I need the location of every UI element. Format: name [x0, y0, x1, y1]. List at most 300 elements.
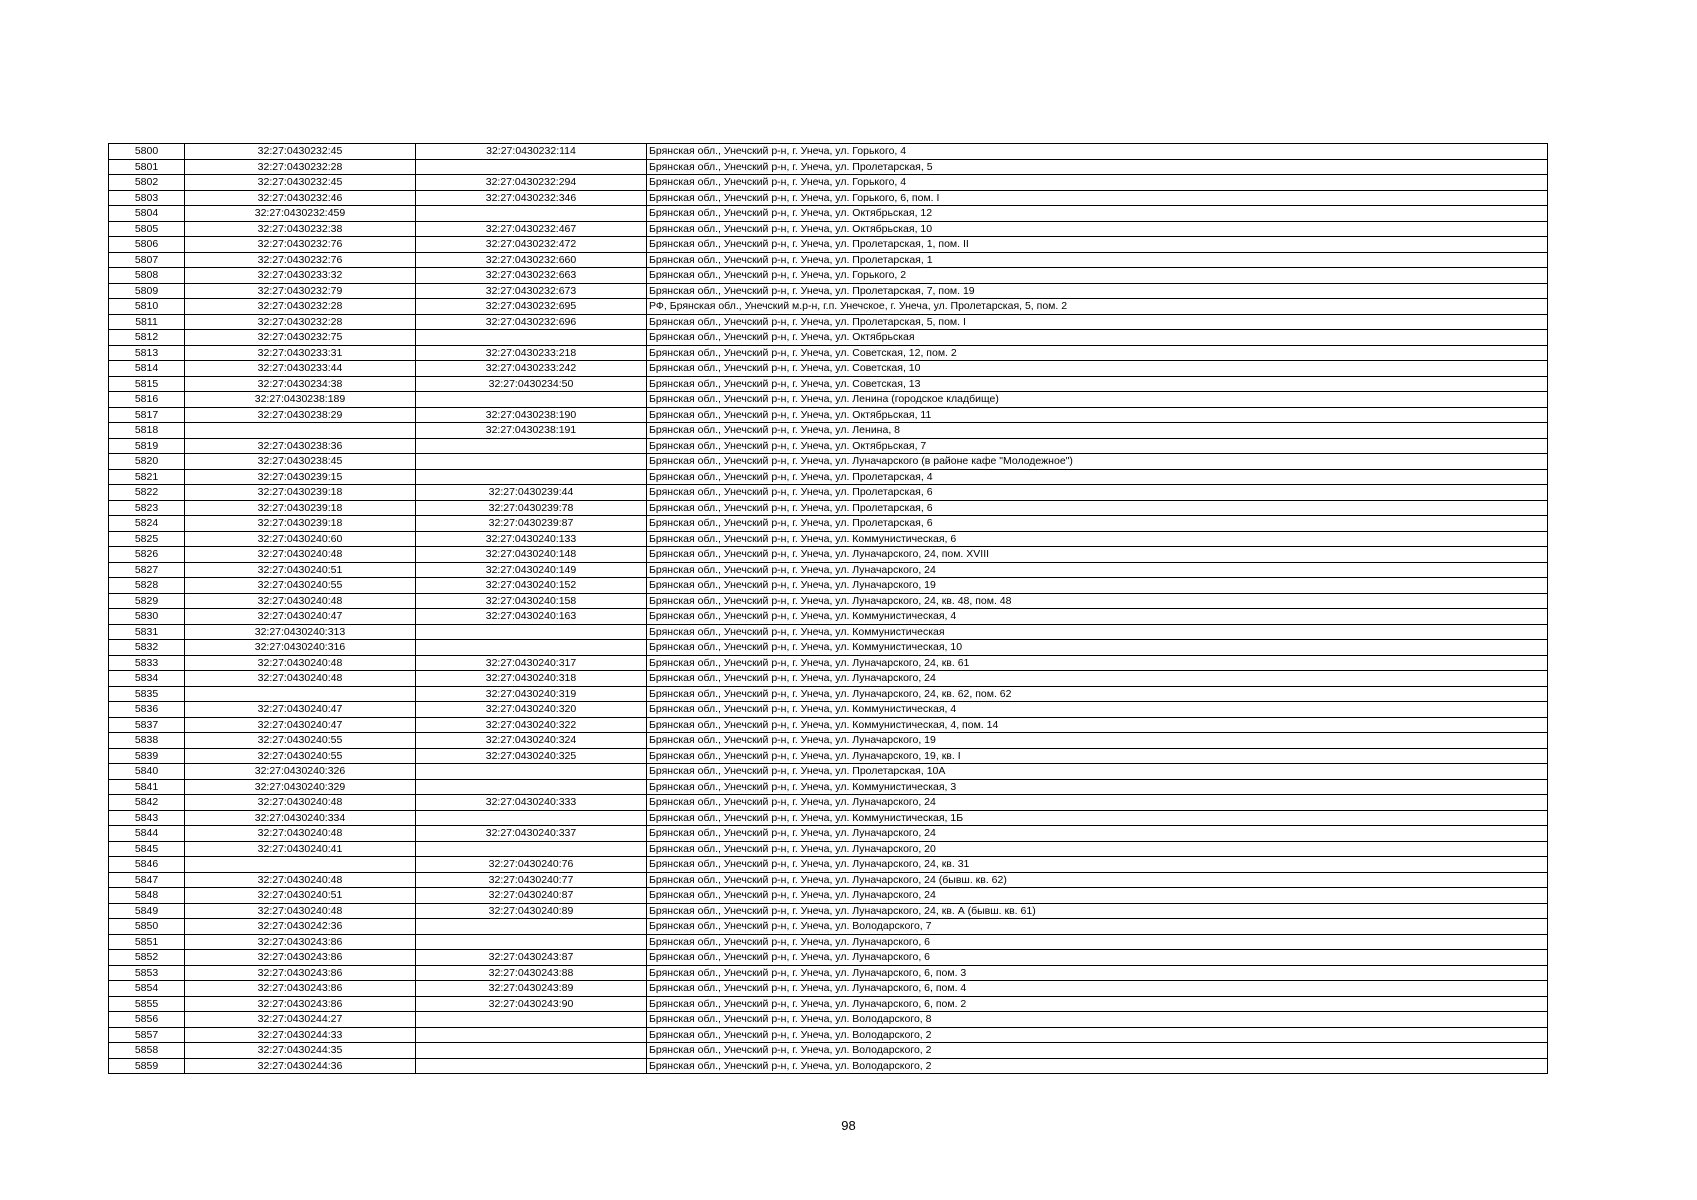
- row-number-cell: 5824: [109, 516, 185, 532]
- row-number-cell: 5800: [109, 144, 185, 160]
- table-row: [109, 283, 1548, 299]
- table-row: [109, 361, 1548, 377]
- table-row: [109, 593, 1548, 609]
- row-number-cell: 5843: [109, 810, 185, 826]
- row-number-cell: 5846: [109, 857, 185, 873]
- row-number-cell: 5838: [109, 733, 185, 749]
- table-row: [109, 268, 1548, 284]
- cadastral-number-cell: 32:27:0430244:27: [185, 1012, 416, 1028]
- cadastral-number-cell: 32:27:0430244:35: [185, 1043, 416, 1059]
- address-cell: Брянская обл., Унечский р-н, г. Унеча, ул. Луначарского, 24: [647, 795, 1548, 811]
- row-number-cell: 5804: [109, 206, 185, 222]
- cadastral-number-cell: 32:27:0430240:329: [185, 779, 416, 795]
- address-cell: Брянская обл., Унечский р-н, г. Унеча, ул. Луначарского, 20: [647, 841, 1548, 857]
- object-number-cell: [416, 206, 647, 222]
- row-number-cell: 5809: [109, 283, 185, 299]
- cadastral-number-cell: [185, 857, 416, 873]
- address-cell: Брянская обл., Унечский р-н, г. Унеча, ул. Пролетарская, 4: [647, 469, 1548, 485]
- object-number-cell: 32:27:0430240:333: [416, 795, 647, 811]
- row-number-cell: 5811: [109, 314, 185, 330]
- cadastral-number-cell: 32:27:0430240:48: [185, 655, 416, 671]
- cadastral-number-cell: 32:27:0430244:33: [185, 1027, 416, 1043]
- row-number-cell: 5849: [109, 903, 185, 919]
- cadastral-number-cell: 32:27:0430232:45: [185, 144, 416, 160]
- cadastral-number-cell: 32:27:0430240:60: [185, 531, 416, 547]
- address-cell: Брянская обл., Унечский р-н, г. Унеча, ул. Луначарского, 6: [647, 934, 1548, 950]
- table-row: [109, 640, 1548, 656]
- table-row: [109, 144, 1548, 160]
- table-row: [109, 469, 1548, 485]
- cadastral-number-cell: 32:27:0430239:18: [185, 500, 416, 516]
- address-cell: Брянская обл., Унечский р-н, г. Унеча, ул. Володарского, 2: [647, 1027, 1548, 1043]
- object-number-cell: 32:27:0430240:148: [416, 547, 647, 563]
- cadastral-number-cell: 32:27:0430240:313: [185, 624, 416, 640]
- table-row: [109, 671, 1548, 687]
- row-number-cell: 5825: [109, 531, 185, 547]
- object-number-cell: 32:27:0430233:218: [416, 345, 647, 361]
- address-cell: Брянская обл., Унечский р-н, г. Унеча, ул. Луначарского, 19, кв. I: [647, 748, 1548, 764]
- row-number-cell: 5819: [109, 438, 185, 454]
- cadastral-number-cell: 32:27:0430238:189: [185, 392, 416, 408]
- cadastral-number-cell: 32:27:0430240:316: [185, 640, 416, 656]
- cadastral-number-cell: 32:27:0430233:31: [185, 345, 416, 361]
- cadastral-number-cell: 32:27:0430238:45: [185, 454, 416, 470]
- row-number-cell: 5816: [109, 392, 185, 408]
- row-number-cell: 5814: [109, 361, 185, 377]
- table-row: [109, 1027, 1548, 1043]
- row-number-cell: 5805: [109, 221, 185, 237]
- row-number-cell: 5828: [109, 578, 185, 594]
- object-number-cell: 32:27:0430240:318: [416, 671, 647, 687]
- cadastral-number-cell: 32:27:0430240:48: [185, 671, 416, 687]
- table-row: [109, 748, 1548, 764]
- cadastral-number-cell: 32:27:0430240:55: [185, 578, 416, 594]
- cadastral-number-cell: 32:27:0430239:18: [185, 485, 416, 501]
- row-number-cell: 5845: [109, 841, 185, 857]
- object-number-cell: [416, 1043, 647, 1059]
- object-number-cell: 32:27:0430243:88: [416, 965, 647, 981]
- address-cell: Брянская обл., Унечский р-н, г. Унеча, ул. Пролетарская, 5: [647, 159, 1548, 175]
- cadastral-number-cell: 32:27:0430239:15: [185, 469, 416, 485]
- object-number-cell: 32:27:0430232:696: [416, 314, 647, 330]
- address-cell: Брянская обл., Унечский р-н, г. Унеча, ул. Луначарского, 24: [647, 888, 1548, 904]
- cadastral-number-cell: 32:27:0430240:55: [185, 748, 416, 764]
- address-cell: Брянская обл., Унечский р-н, г. Унеча, ул. Ленина, 8: [647, 423, 1548, 439]
- row-number-cell: 5836: [109, 702, 185, 718]
- address-cell: Брянская обл., Унечский р-н, г. Унеча, ул. Советская, 13: [647, 376, 1548, 392]
- cadastral-number-cell: 32:27:0430240:47: [185, 717, 416, 733]
- object-number-cell: 32:27:0430232:472: [416, 237, 647, 253]
- row-number-cell: 5817: [109, 407, 185, 423]
- table-row: [109, 423, 1548, 439]
- cadastral-number-cell: 32:27:0430242:36: [185, 919, 416, 935]
- row-number-cell: 5839: [109, 748, 185, 764]
- table-row: [109, 562, 1548, 578]
- table-row: [109, 981, 1548, 997]
- address-cell: Брянская обл., Унечский р-н, г. Унеча, ул. Пролетарская, 10А: [647, 764, 1548, 780]
- cadastral-number-cell: 32:27:0430243:86: [185, 996, 416, 1012]
- row-number-cell: 5842: [109, 795, 185, 811]
- address-cell: Брянская обл., Унечский р-н, г. Унеча, ул. Октябрьская, 12: [647, 206, 1548, 222]
- object-number-cell: [416, 764, 647, 780]
- object-number-cell: 32:27:0430240:324: [416, 733, 647, 749]
- table-row: [109, 702, 1548, 718]
- address-cell: Брянская обл., Унечский р-н, г. Унеча, ул. Коммунистическая, 3: [647, 779, 1548, 795]
- row-number-cell: 5829: [109, 593, 185, 609]
- table-row: [109, 872, 1548, 888]
- object-number-cell: 32:27:0430240:133: [416, 531, 647, 547]
- row-number-cell: 5830: [109, 609, 185, 625]
- table-row: [109, 299, 1548, 315]
- object-number-cell: 32:27:0430240:322: [416, 717, 647, 733]
- cadastral-number-cell: 32:27:0430240:41: [185, 841, 416, 857]
- cadastral-number-cell: 32:27:0430238:36: [185, 438, 416, 454]
- table-row: [109, 934, 1548, 950]
- address-cell: Брянская обл., Унечский р-н, г. Унеча, ул. Коммунистическая, 1Б: [647, 810, 1548, 826]
- registry-table: [108, 143, 1548, 1074]
- object-number-cell: 32:27:0430232:695: [416, 299, 647, 315]
- cadastral-number-cell: 32:27:0430240:48: [185, 872, 416, 888]
- row-number-cell: 5827: [109, 562, 185, 578]
- table-row: [109, 237, 1548, 253]
- object-number-cell: [416, 624, 647, 640]
- address-cell: Брянская обл., Унечский р-н, г. Унеча, ул. Октябрьская, 7: [647, 438, 1548, 454]
- address-cell: Брянская обл., Унечский р-н, г. Унеча, ул. Октябрьская: [647, 330, 1548, 346]
- address-cell: Брянская обл., Унечский р-н, г. Унеча, ул. Коммунистическая, 4: [647, 702, 1548, 718]
- table-row: [109, 764, 1548, 780]
- address-cell: Брянская обл., Унечский р-н, г. Унеча, ул. Володарского, 2: [647, 1058, 1548, 1074]
- cadastral-number-cell: 32:27:0430244:36: [185, 1058, 416, 1074]
- table-row: [109, 547, 1548, 563]
- row-number-cell: 5831: [109, 624, 185, 640]
- address-cell: Брянская обл., Унечский р-н, г. Унеча, ул. Луначарского, 6, пом. 3: [647, 965, 1548, 981]
- cadastral-number-cell: 32:27:0430243:86: [185, 934, 416, 950]
- table-row: [109, 454, 1548, 470]
- object-number-cell: 32:27:0430240:76: [416, 857, 647, 873]
- row-number-cell: 5810: [109, 299, 185, 315]
- cadastral-number-cell: 32:27:0430238:29: [185, 407, 416, 423]
- cadastral-number-cell: 32:27:0430243:86: [185, 950, 416, 966]
- row-number-cell: 5837: [109, 717, 185, 733]
- object-number-cell: 32:27:0430240:325: [416, 748, 647, 764]
- object-number-cell: 32:27:0430240:87: [416, 888, 647, 904]
- row-number-cell: 5818: [109, 423, 185, 439]
- address-cell: Брянская обл., Унечский р-н, г. Унеча, ул. Коммунистическая, 10: [647, 640, 1548, 656]
- table-row: [109, 500, 1548, 516]
- address-cell: Брянская обл., Унечский р-н, г. Унеча, ул. Луначарского, 24, кв. А (бывш. кв. 61): [647, 903, 1548, 919]
- object-number-cell: [416, 454, 647, 470]
- address-cell: Брянская обл., Унечский р-н, г. Унеча, ул. Луначарского, 24, кв. 62, пом. 62: [647, 686, 1548, 702]
- cadastral-number-cell: 32:27:0430232:459: [185, 206, 416, 222]
- table-row: [109, 996, 1548, 1012]
- object-number-cell: 32:27:0430232:467: [416, 221, 647, 237]
- table-row: [109, 531, 1548, 547]
- cadastral-number-cell: 32:27:0430233:32: [185, 268, 416, 284]
- table-row: [109, 1012, 1548, 1028]
- address-cell: Брянская обл., Унечский р-н, г. Унеча, ул. Пролетарская, 5, пом. I: [647, 314, 1548, 330]
- table-row: [109, 888, 1548, 904]
- row-number-cell: 5857: [109, 1027, 185, 1043]
- cadastral-number-cell: 32:27:0430232:45: [185, 175, 416, 191]
- address-cell: РФ, Брянская обл., Унечский м.р-н, г.п. Унечское, г. Унеча, ул. Пролетарская, 5, пом. 2: [647, 299, 1548, 315]
- row-number-cell: 5851: [109, 934, 185, 950]
- cadastral-number-cell: 32:27:0430243:86: [185, 965, 416, 981]
- cadastral-number-cell: 32:27:0430233:44: [185, 361, 416, 377]
- row-number-cell: 5835: [109, 686, 185, 702]
- row-number-cell: 5848: [109, 888, 185, 904]
- object-number-cell: [416, 1027, 647, 1043]
- cadastral-number-cell: 32:27:0430232:76: [185, 252, 416, 268]
- table-row: [109, 1043, 1548, 1059]
- address-cell: Брянская обл., Унечский р-н, г. Унеча, ул. Луначарского, 24: [647, 671, 1548, 687]
- table-row: [109, 655, 1548, 671]
- cadastral-number-cell: 32:27:0430232:28: [185, 159, 416, 175]
- object-number-cell: 32:27:0430232:663: [416, 268, 647, 284]
- object-number-cell: 32:27:0430239:87: [416, 516, 647, 532]
- row-number-cell: 5834: [109, 671, 185, 687]
- table-row: [109, 609, 1548, 625]
- address-cell: Брянская обл., Унечский р-н, г. Унеча, ул. Советская, 12, пом. 2: [647, 345, 1548, 361]
- cadastral-number-cell: [185, 686, 416, 702]
- row-number-cell: 5859: [109, 1058, 185, 1074]
- address-cell: Брянская обл., Унечский р-н, г. Унеча, ул. Луначарского, 24, кв. 31: [647, 857, 1548, 873]
- object-number-cell: 32:27:0430240:152: [416, 578, 647, 594]
- table-row: [109, 965, 1548, 981]
- address-cell: Брянская обл., Унечский р-н, г. Унеча, ул. Володарского, 8: [647, 1012, 1548, 1028]
- table-row: [109, 407, 1548, 423]
- row-number-cell: 5833: [109, 655, 185, 671]
- row-number-cell: 5852: [109, 950, 185, 966]
- row-number-cell: 5820: [109, 454, 185, 470]
- table-row: [109, 175, 1548, 191]
- object-number-cell: 32:27:0430240:163: [416, 609, 647, 625]
- address-cell: Брянская обл., Унечский р-н, г. Унеча, ул. Луначарского (в районе кафе "Молодежное"): [647, 454, 1548, 470]
- row-number-cell: 5802: [109, 175, 185, 191]
- object-number-cell: 32:27:0430232:294: [416, 175, 647, 191]
- table-row: [109, 190, 1548, 206]
- object-number-cell: 32:27:0430240:149: [416, 562, 647, 578]
- object-number-cell: 32:27:0430232:346: [416, 190, 647, 206]
- object-number-cell: 32:27:0430238:190: [416, 407, 647, 423]
- cadastral-number-cell: 32:27:0430232:46: [185, 190, 416, 206]
- address-cell: Брянская обл., Унечский р-н, г. Унеча, ул. Советская, 10: [647, 361, 1548, 377]
- cadastral-number-cell: 32:27:0430240:334: [185, 810, 416, 826]
- address-cell: Брянская обл., Унечский р-н, г. Унеча, ул. Коммунистическая: [647, 624, 1548, 640]
- object-number-cell: [416, 841, 647, 857]
- cadastral-number-cell: 32:27:0430240:48: [185, 826, 416, 842]
- address-cell: Брянская обл., Унечский р-н, г. Унеча, ул. Пролетарская, 6: [647, 516, 1548, 532]
- object-number-cell: 32:27:0430239:44: [416, 485, 647, 501]
- cadastral-number-cell: 32:27:0430240:48: [185, 547, 416, 563]
- cadastral-number-cell: 32:27:0430240:55: [185, 733, 416, 749]
- table-row: [109, 903, 1548, 919]
- object-number-cell: 32:27:0430240:317: [416, 655, 647, 671]
- object-number-cell: [416, 934, 647, 950]
- address-cell: Брянская обл., Унечский р-н, г. Унеча, ул. Коммунистическая, 6: [647, 531, 1548, 547]
- row-number-cell: 5801: [109, 159, 185, 175]
- address-cell: Брянская обл., Унечский р-н, г. Унеча, ул. Луначарского, 24: [647, 826, 1548, 842]
- object-number-cell: [416, 159, 647, 175]
- row-number-cell: 5826: [109, 547, 185, 563]
- object-number-cell: 32:27:0430232:673: [416, 283, 647, 299]
- table-row: [109, 841, 1548, 857]
- object-number-cell: [416, 392, 647, 408]
- object-number-cell: [416, 810, 647, 826]
- cadastral-number-cell: 32:27:0430243:86: [185, 981, 416, 997]
- row-number-cell: 5858: [109, 1043, 185, 1059]
- object-number-cell: 32:27:0430233:242: [416, 361, 647, 377]
- table-row: [109, 376, 1548, 392]
- cadastral-number-cell: 32:27:0430232:76: [185, 237, 416, 253]
- table-row: [109, 392, 1548, 408]
- row-number-cell: 5853: [109, 965, 185, 981]
- table-row: [109, 686, 1548, 702]
- address-cell: Брянская обл., Унечский р-н, г. Унеча, ул. Пролетарская, 6: [647, 500, 1548, 516]
- address-cell: Брянская обл., Унечский р-н, г. Унеча, ул. Пролетарская, 6: [647, 485, 1548, 501]
- table-row: [109, 206, 1548, 222]
- address-cell: Брянская обл., Унечский р-н, г. Унеча, ул. Луначарского, 19: [647, 733, 1548, 749]
- address-cell: Брянская обл., Унечский р-н, г. Унеча, ул. Луначарского, 6, пом. 4: [647, 981, 1548, 997]
- row-number-cell: 5807: [109, 252, 185, 268]
- object-number-cell: [416, 640, 647, 656]
- row-number-cell: 5821: [109, 469, 185, 485]
- address-cell: Брянская обл., Унечский р-н, г. Унеча, ул. Луначарского, 6: [647, 950, 1548, 966]
- object-number-cell: [416, 779, 647, 795]
- table-row: [109, 516, 1548, 532]
- table-row: [109, 485, 1548, 501]
- table-row: [109, 795, 1548, 811]
- registry-table-body: [109, 144, 1548, 1074]
- table-row: [109, 252, 1548, 268]
- row-number-cell: 5841: [109, 779, 185, 795]
- object-number-cell: [416, 469, 647, 485]
- table-row: [109, 717, 1548, 733]
- address-cell: Брянская обл., Унечский р-н, г. Унеча, ул. Пролетарская, 1: [647, 252, 1548, 268]
- table-row: [109, 221, 1548, 237]
- cadastral-number-cell: 32:27:0430240:47: [185, 609, 416, 625]
- object-number-cell: 32:27:0430240:320: [416, 702, 647, 718]
- page-number: 98: [841, 1118, 856, 1133]
- table-row: [109, 578, 1548, 594]
- row-number-cell: 5803: [109, 190, 185, 206]
- object-number-cell: 32:27:0430240:319: [416, 686, 647, 702]
- object-number-cell: 32:27:0430232:114: [416, 144, 647, 160]
- row-number-cell: 5856: [109, 1012, 185, 1028]
- address-cell: Брянская обл., Унечский р-н, г. Унеча, ул. Горького, 6, пом. I: [647, 190, 1548, 206]
- object-number-cell: [416, 1012, 647, 1028]
- row-number-cell: 5812: [109, 330, 185, 346]
- address-cell: Брянская обл., Унечский р-н, г. Унеча, ул. Октябрьская, 10: [647, 221, 1548, 237]
- object-number-cell: 32:27:0430232:660: [416, 252, 647, 268]
- row-number-cell: 5847: [109, 872, 185, 888]
- cadastral-number-cell: 32:27:0430239:18: [185, 516, 416, 532]
- address-cell: Брянская обл., Унечский р-н, г. Унеча, ул. Луначарского, 24, кв. 48, пом. 48: [647, 593, 1548, 609]
- row-number-cell: 5844: [109, 826, 185, 842]
- cadastral-number-cell: 32:27:0430240:326: [185, 764, 416, 780]
- address-cell: Брянская обл., Унечский р-н, г. Унеча, ул. Горького, 4: [647, 175, 1548, 191]
- row-number-cell: 5854: [109, 981, 185, 997]
- row-number-cell: 5813: [109, 345, 185, 361]
- cadastral-number-cell: 32:27:0430232:38: [185, 221, 416, 237]
- table-row: [109, 438, 1548, 454]
- row-number-cell: 5823: [109, 500, 185, 516]
- cadastral-number-cell: 32:27:0430234:38: [185, 376, 416, 392]
- address-cell: Брянская обл., Унечский р-н, г. Унеча, ул. Луначарского, 24: [647, 562, 1548, 578]
- row-number-cell: 5822: [109, 485, 185, 501]
- object-number-cell: [416, 438, 647, 454]
- cadastral-number-cell: 32:27:0430232:28: [185, 299, 416, 315]
- table-row: [109, 857, 1548, 873]
- address-cell: Брянская обл., Унечский р-н, г. Унеча, ул. Володарского, 2: [647, 1043, 1548, 1059]
- object-number-cell: 32:27:0430238:191: [416, 423, 647, 439]
- table-row: [109, 779, 1548, 795]
- cadastral-number-cell: 32:27:0430240:51: [185, 888, 416, 904]
- address-cell: Брянская обл., Унечский р-н, г. Унеча, ул. Луначарского, 24, кв. 61: [647, 655, 1548, 671]
- address-cell: Брянская обл., Унечский р-н, г. Унеча, ул. Горького, 2: [647, 268, 1548, 284]
- object-number-cell: 32:27:0430239:78: [416, 500, 647, 516]
- address-cell: Брянская обл., Унечский р-н, г. Унеча, ул. Коммунистическая, 4: [647, 609, 1548, 625]
- table-row: [109, 314, 1548, 330]
- address-cell: Брянская обл., Унечский р-н, г. Унеча, ул. Пролетарская, 7, пом. 19: [647, 283, 1548, 299]
- cadastral-number-cell: 32:27:0430240:48: [185, 593, 416, 609]
- table-row: [109, 826, 1548, 842]
- cadastral-number-cell: 32:27:0430232:28: [185, 314, 416, 330]
- address-cell: Брянская обл., Унечский р-н, г. Унеча, ул. Володарского, 7: [647, 919, 1548, 935]
- address-cell: Брянская обл., Унечский р-н, г. Унеча, ул. Луначарского, 24 (бывш. кв. 62): [647, 872, 1548, 888]
- table-row: [109, 919, 1548, 935]
- address-cell: Брянская обл., Унечский р-н, г. Унеча, ул. Луначарского, 19: [647, 578, 1548, 594]
- cadastral-number-cell: 32:27:0430240:48: [185, 903, 416, 919]
- address-cell: Брянская обл., Унечский р-н, г. Унеча, ул. Ленина (городское кладбище): [647, 392, 1548, 408]
- object-number-cell: [416, 919, 647, 935]
- row-number-cell: 5815: [109, 376, 185, 392]
- address-cell: Брянская обл., Унечский р-н, г. Унеча, ул. Коммунистическая, 4, пом. 14: [647, 717, 1548, 733]
- object-number-cell: 32:27:0430243:87: [416, 950, 647, 966]
- address-cell: Брянская обл., Унечский р-н, г. Унеча, ул. Горького, 4: [647, 144, 1548, 160]
- object-number-cell: 32:27:0430240:77: [416, 872, 647, 888]
- cadastral-number-cell: 32:27:0430240:47: [185, 702, 416, 718]
- address-cell: Брянская обл., Унечский р-н, г. Унеча, ул. Октябрьская, 11: [647, 407, 1548, 423]
- cadastral-number-cell: 32:27:0430232:79: [185, 283, 416, 299]
- object-number-cell: 32:27:0430243:90: [416, 996, 647, 1012]
- table-row: [109, 950, 1548, 966]
- address-cell: Брянская обл., Унечский р-н, г. Унеча, ул. Пролетарская, 1, пом. II: [647, 237, 1548, 253]
- object-number-cell: 32:27:0430243:89: [416, 981, 647, 997]
- object-number-cell: [416, 330, 647, 346]
- table-row: [109, 624, 1548, 640]
- object-number-cell: 32:27:0430240:337: [416, 826, 647, 842]
- table-row: [109, 345, 1548, 361]
- row-number-cell: 5855: [109, 996, 185, 1012]
- object-number-cell: 32:27:0430234:50: [416, 376, 647, 392]
- object-number-cell: 32:27:0430240:89: [416, 903, 647, 919]
- table-row: [109, 1058, 1548, 1074]
- object-number-cell: [416, 1058, 647, 1074]
- row-number-cell: 5850: [109, 919, 185, 935]
- table-row: [109, 159, 1548, 175]
- row-number-cell: 5832: [109, 640, 185, 656]
- cadastral-number-cell: [185, 423, 416, 439]
- row-number-cell: 5806: [109, 237, 185, 253]
- cadastral-number-cell: 32:27:0430232:75: [185, 330, 416, 346]
- row-number-cell: 5840: [109, 764, 185, 780]
- address-cell: Брянская обл., Унечский р-н, г. Унеча, ул. Луначарского, 6, пом. 2: [647, 996, 1548, 1012]
- object-number-cell: 32:27:0430240:158: [416, 593, 647, 609]
- table-row: [109, 733, 1548, 749]
- row-number-cell: 5808: [109, 268, 185, 284]
- cadastral-number-cell: 32:27:0430240:51: [185, 562, 416, 578]
- cadastral-number-cell: 32:27:0430240:48: [185, 795, 416, 811]
